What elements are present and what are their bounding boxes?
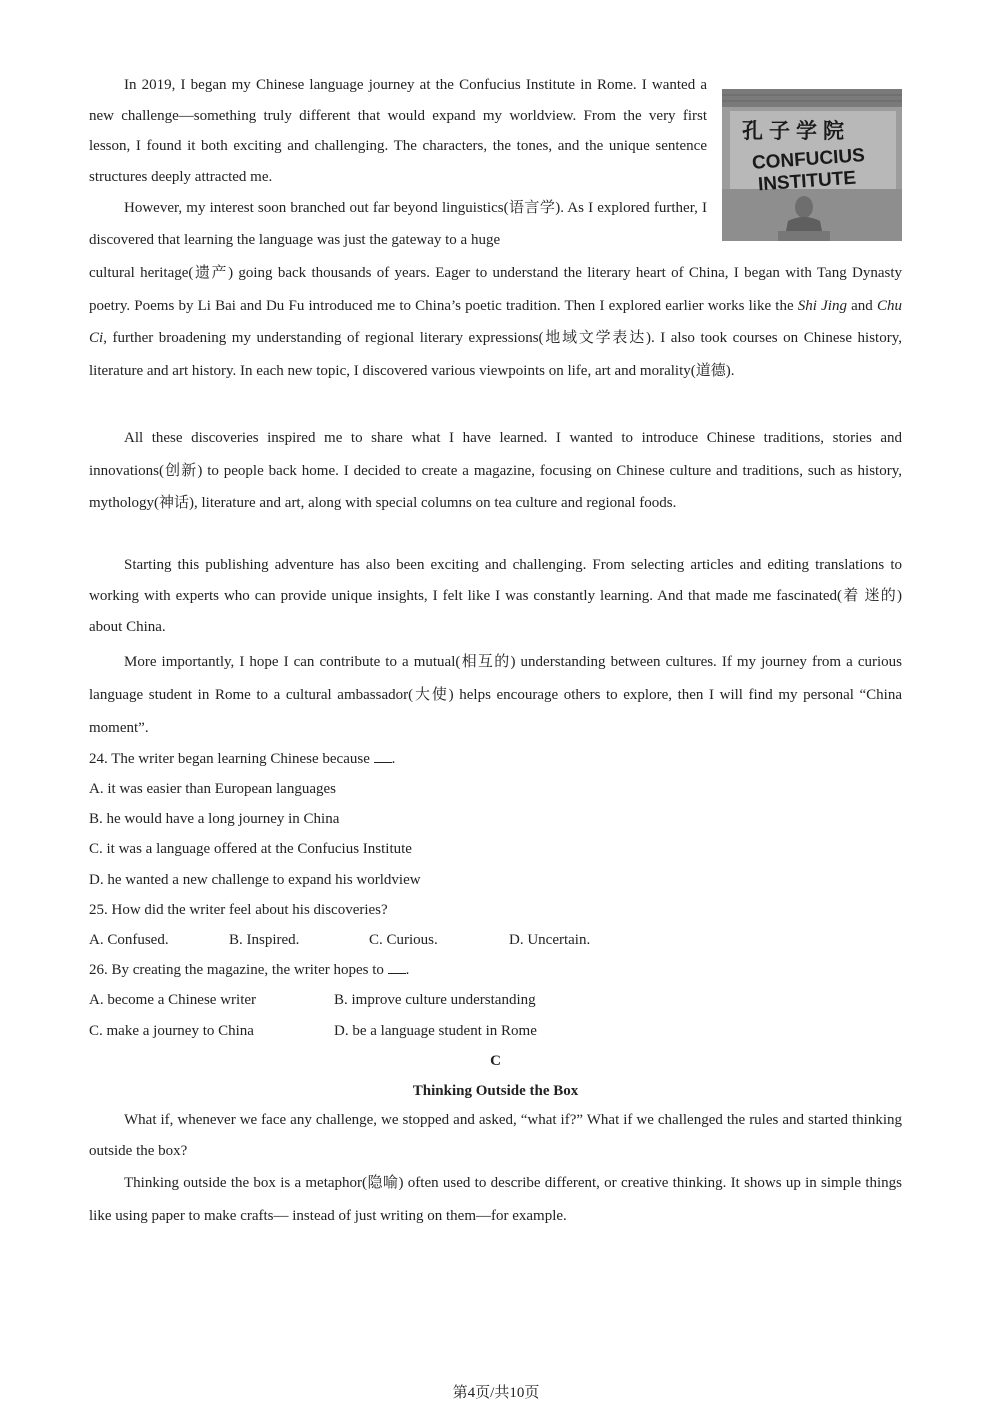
section-label-c: C: [490, 1053, 501, 1069]
passage-b-paragraph-3: All these discoveries inspired me to share what I have learned. I wanted to introduce Chinese traditions, stories and innovations(创新) to people back home. I decided to create a magazine, focusing on Chinese culture and traditions, such as history, mythology(神话), literature and art, along with special columns on tea culture and regional foods.: [89, 430, 902, 511]
paragraph-2-text-part-1: cultural heritage(遗产) going back thousands of years. Eager to understand the literary heart of China, I began with Tang Dynasty poetry. Poems by Li Bai and Du Fu introduced me to China’s poetic tradition. Then I explored earlier works like the: [89, 265, 902, 314]
paragraph-2-text-part-2: and: [846, 297, 877, 314]
question-25-option-c: C. Curious.: [369, 932, 438, 948]
question-24-period: .: [391, 751, 396, 767]
page-number: 第4页/共10页: [452, 1385, 540, 1401]
title-chu-ci: Chu Ci: [89, 297, 902, 346]
question-25-option-d: D. Uncertain.: [509, 932, 591, 948]
title-shi-jing: Shi Jing: [797, 297, 847, 314]
passage-c-paragraph-2: Thinking outside the box is a metaphor(隐喻) often used to describe different, or creative thinking. It shows up in simple things like using paper to make crafts— instead of just writing on them—for example.: [89, 1175, 902, 1224]
question-24-option-a: A. it was easier than European languages: [89, 781, 336, 797]
question-25-stem: 25. How did the writer feel about his discoveries?: [89, 902, 388, 918]
photo-english-sign-line1: CONFUCIUS: [751, 145, 866, 174]
question-26-option-d: D. be a language student in Rome: [334, 1023, 537, 1039]
question-26-option-c: C. make a journey to China: [89, 1023, 254, 1039]
question-25-option-a: A. Confused.: [89, 932, 169, 948]
passage-b-paragraph-1: In 2019, I began my Chinese language journey at the Confucius Institute in Rome. I wanted a new challenge—something truly different that would expand my worldview. From the very first lesson, I found it both exciting and challenging. The characters, the tones, and the unique sentence structures deeply attracted me.: [89, 77, 707, 185]
question-26-period: .: [405, 962, 410, 978]
answer-blank: [374, 749, 392, 763]
passage-b-paragraph-5: More importantly, I hope I can contribute to a mutual(相互的) understanding between cultures. If my journey from a curious language student in Rome to a cultural ambassador(大使) helps encourage others to explore, then I will find my personal “China moment”.: [89, 654, 902, 736]
passage-b-paragraph-4: Starting this publishing adventure has also been exciting and challenging. From selecting articles and editing translations to working with experts who can provide unique insights, I felt like I was constantly learning. And that made me fascinated(着 迷的) about China.: [89, 557, 902, 635]
answer-blank: [388, 960, 406, 974]
paragraph-2-text-part-3: , further broadening my understanding of regional literary expressions(地域文学表达). I also took courses on Chinese history, literature and art history. In each new topic, I discovered various viewpoints on life, art and morality(道德).: [89, 330, 902, 379]
question-24-option-b: B. he would have a long journey in China: [89, 811, 340, 827]
question-26-option-a: A. become a Chinese writer: [89, 992, 257, 1008]
question-26-stem: 26. By creating the magazine, the writer hopes to: [89, 962, 384, 978]
question-26: [89, 960, 409, 980]
photo-english-sign-line2: INSTITUTE: [757, 167, 857, 196]
question-24-option-d: D. he wanted a new challenge to expand his worldview: [89, 872, 421, 888]
question-24: [89, 749, 395, 769]
passage-b-paragraph-2a: However, my interest soon branched out far beyond linguistics(语言学). As I explored further, I discovered that learning the language was just the gateway to a huge: [89, 200, 707, 248]
passage-c-paragraph-1: What if, whenever we face any challenge, we stopped and asked, “what if?” What if we challenged the rules and started thinking outside the box?: [89, 1112, 902, 1159]
confucius-institute-photo: [722, 89, 902, 241]
passage-c-title: Thinking Outside the Box: [412, 1083, 579, 1099]
passage-b-paragraph-2b: [89, 257, 902, 387]
question-26-option-b: B. improve culture understanding: [334, 992, 536, 1008]
question-24-stem: 24. The writer began learning Chinese because: [89, 751, 370, 767]
question-25-option-b: B. Inspired.: [229, 932, 300, 948]
photo-chinese-sign: 孔子学院: [742, 118, 850, 143]
question-24-option-c: C. it was a language offered at the Confucius Institute: [89, 841, 412, 857]
